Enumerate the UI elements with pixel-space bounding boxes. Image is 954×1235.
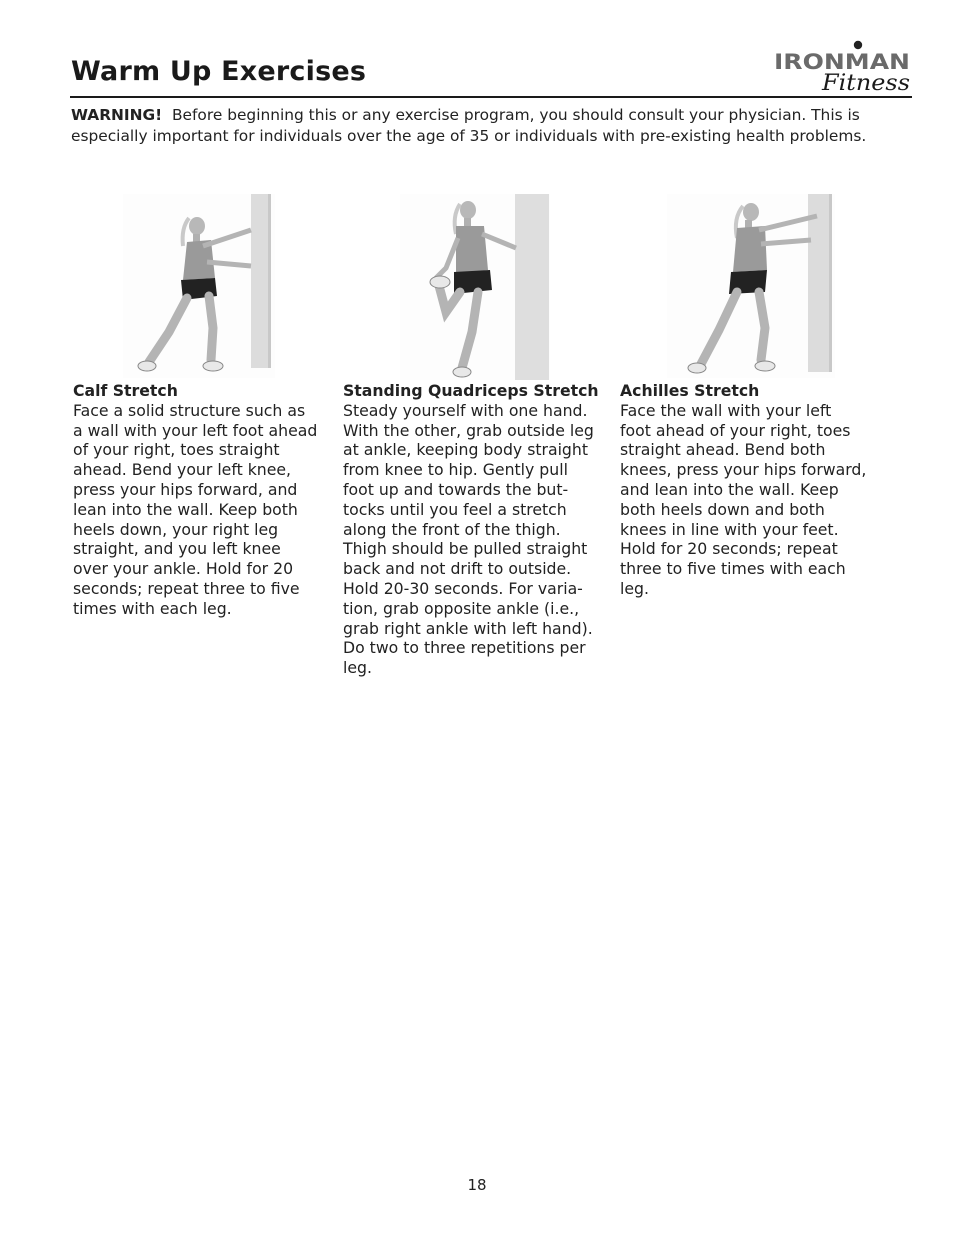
exercise-description: Steady yourself with one hand. With the other, grab outside leg at ankle, keeping body straight from knee to hip. Gently pull foot up and towards the but- tocks until you feel a stretch along the front of the thigh. Thigh should be pulled straight back and not drift to outside. Hold 20-30 seconds. For varia- tion, grab opposite ankle (i.e., grab right ankle with left hand). Do two to three repetitions per leg. xyxy=(343,400,594,678)
quadriceps-stretch-photo xyxy=(400,194,550,380)
svg-text:Fitness: Fitness xyxy=(820,71,910,94)
page-number: 18 xyxy=(467,1176,487,1194)
warning-notice xyxy=(71,105,901,147)
exercise-description: Face the wall with your left foot ahead of your right, toes straight ahead. Bend both knees, press your hips forward, and lean into the wall. Keep both heels down and both knees in line with your feet. Hold for 20 seconds; repeat three to five times with each leg. xyxy=(620,400,867,598)
exercise-title: Achilles Stretch xyxy=(620,381,760,400)
warning-text: Before beginning this or any exercise program, you should consult your physician. This is especially important for individuals over the age of 35 or individuals with pre-existing health problems. xyxy=(71,106,867,145)
calf-stretch-photo xyxy=(123,194,275,378)
ironman-fitness-logo xyxy=(772,40,914,94)
page-title: Warm Up Exercises xyxy=(71,56,367,87)
exercise-achilles-stretch xyxy=(620,381,900,599)
warning-label: WARNING! xyxy=(71,106,163,124)
header-divider xyxy=(70,96,912,98)
exercise-title: Standing Quadriceps Stretch xyxy=(343,381,599,400)
exercise-description: Face a solid structure such as a wall with your left foot ahead of your right, toes straight ahead. Bend your left knee, press your hips forward, and lean into the wall. Keep both heels down, your right leg straight, and you left knee over your ankle. Hold for 20 seconds; repeat three to five times with each leg. xyxy=(73,400,318,618)
exercise-quadriceps-stretch xyxy=(343,381,615,678)
svg-text:IRONMAN: IRONMAN xyxy=(774,50,910,74)
achilles-stretch-photo xyxy=(667,194,835,378)
exercise-calf-stretch xyxy=(73,381,339,619)
exercise-title: Calf Stretch xyxy=(73,381,178,400)
